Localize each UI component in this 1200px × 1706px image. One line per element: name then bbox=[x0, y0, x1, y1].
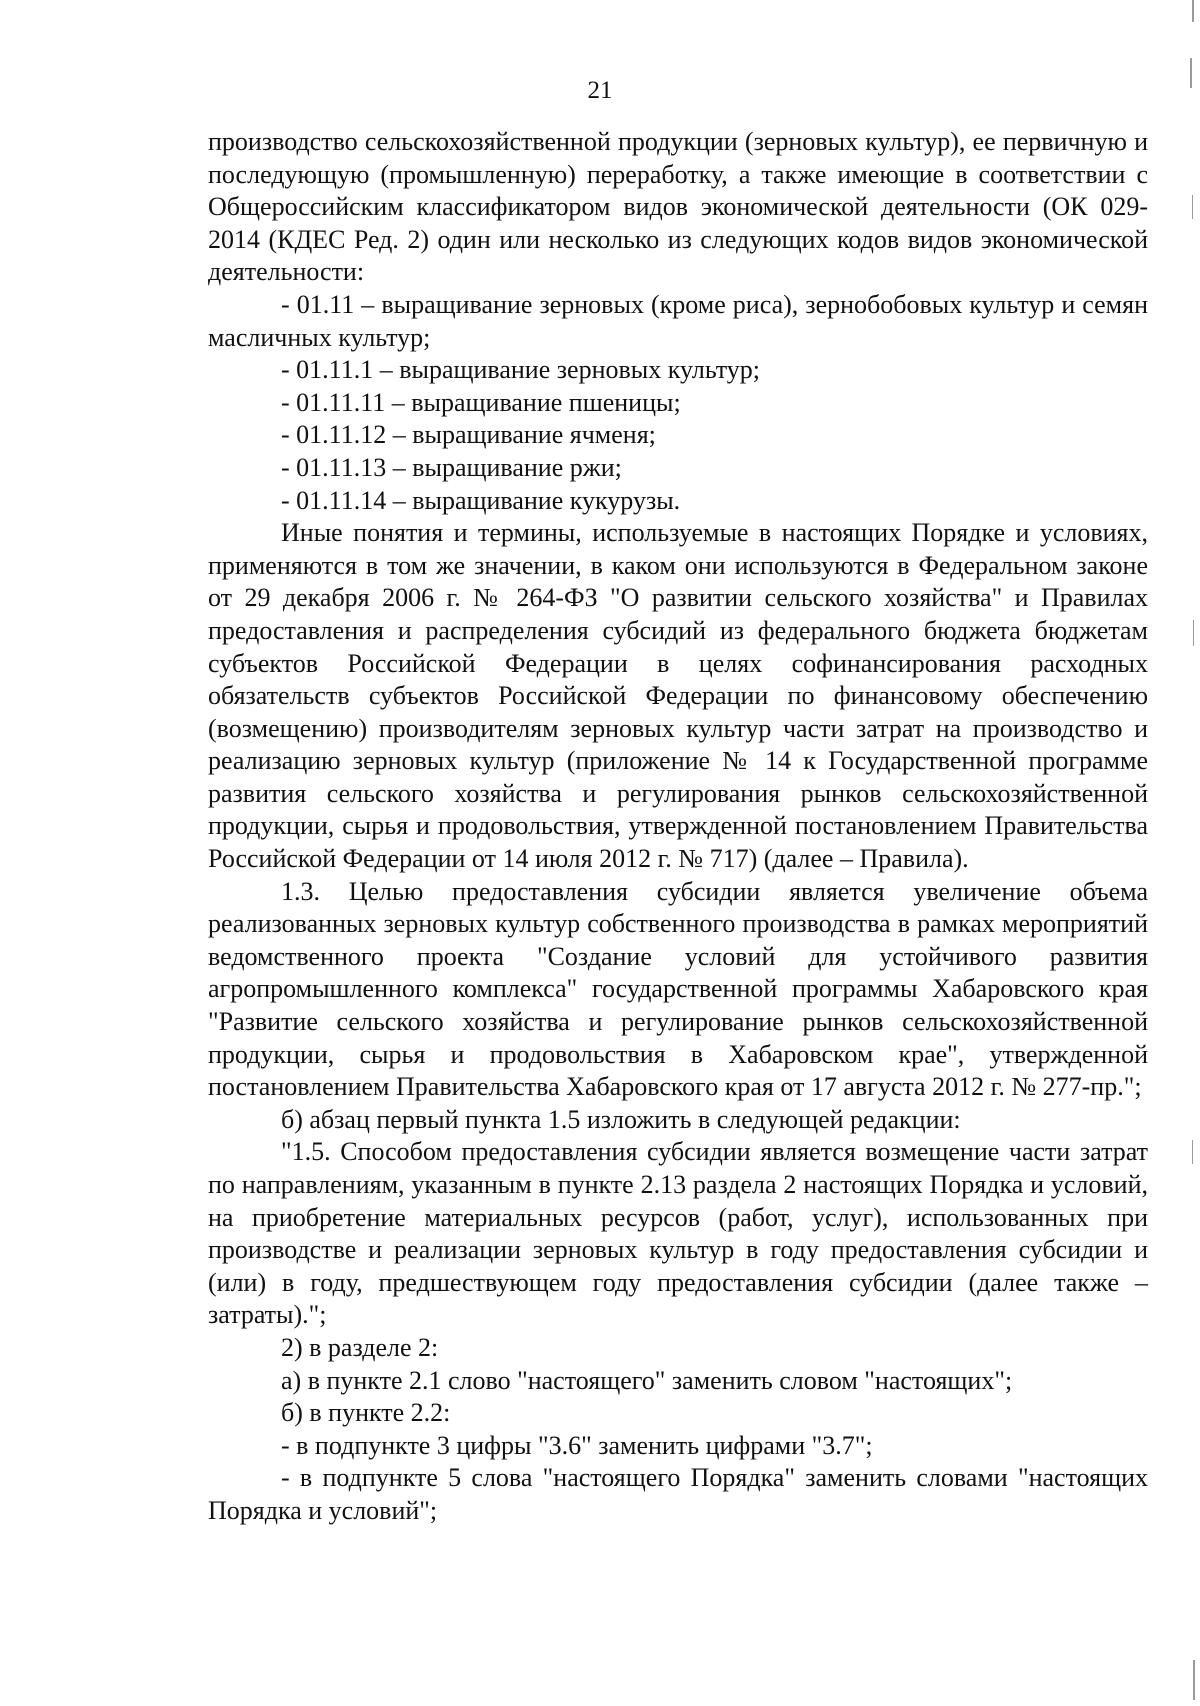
list-item-code: - 01.11.1 – выращивание зерновых культур; bbox=[281, 355, 760, 385]
scan-artifact bbox=[1192, 1140, 1193, 1164]
paragraph-terms: Иные понятия и термины, используемые в настоящих Порядке и условиях, применяются в том же значении, в каком они используются в Федеральном законе от 29 декабря 2006 г. № 264-ФЗ "О развитии сельского хозяйства" и Правилах предоставления и распределения субсидий из федерального бюджета бюджетам субъектов Российской Федерации в целях софинансирования расходных обязательств субъектов Российской Федерации по финансовому обеспечению (возмещению) производителям зерновых культур части затрат на производство и реализацию зерновых культур (приложение № 14 к Государственной программе развития сельского хозяйства и регулирования рынков сельскохозяйственной продукции, сырья и продовольствия, утвержденной постановлением Правительства Российской Федерации от 14 июля 2012 г. № 717) (далее – Правила). bbox=[208, 518, 1148, 874]
paragraph-1-5: "1.5. Способом предоставления субсидии является возмещение части затрат по направлениям, указанным в пункте 2.13 раздела 2 настоящих Порядка и условий, на приобретение материальных ресурсов (работ, услуг), использованных при производстве и реализации зерновых культур в году предоставления субсидии и (или) в году, предшествующем году предоставления субсидии (далее также – затраты)."; bbox=[208, 1137, 1148, 1330]
list-item-subpoint-5: - в подпункте 5 слова "настоящего Порядка" заменить словами "настоящих Порядка и условий"; bbox=[208, 1463, 1148, 1525]
page-number: 21 bbox=[587, 77, 613, 104]
list-item-code: - 01.11 – выращивание зерновых (кроме риса), зернобобовых культур и семян масличных культур; bbox=[208, 289, 1148, 352]
list-item-code: - 01.11.13 – выращивание ржи; bbox=[281, 452, 622, 482]
paragraph-item-a: а) в пункте 2.1 слово "настоящего" заменить словом "настоящих"; bbox=[281, 1365, 1013, 1395]
scan-artifact bbox=[1192, 0, 1194, 22]
scan-artifact bbox=[1192, 195, 1193, 219]
document-body bbox=[208, 126, 1148, 1528]
paragraph-continuation: производство сельскохозяйственной продукции (зерновых культур), ее первичную и последующую (промышленную) переработку, а также имеющие в соответствии с Общероссийским классификатором видов экономической деятельности (ОК 029-2014 (КДЕС Ред. 2) один или несколько из следующих кодов видов экономической деятельности: bbox=[208, 127, 1148, 287]
scan-artifact bbox=[1190, 58, 1192, 88]
list-item-code: - 01.11.12 – выращивание ячменя; bbox=[281, 420, 656, 450]
scan-artifact bbox=[1193, 620, 1194, 646]
paragraph-1-3: 1.3. Целью предоставления субсидии является увеличение объема реализованных зерновых культур собственного производства в рамках мероприятий ведомственного проекта "Создание условий для устойчивого развития агропромышленного комплекса" государственной программы Хабаровского края "Развитие сельского хозяйства и регулирование рынков сельскохозяйственной продукции, сырья и продовольствия в Хабаровском крае", утвержденной постановлением Правительства Хабаровского края от 17 августа 2012 г. № 277-пр."; bbox=[208, 876, 1148, 1102]
scan-artifact bbox=[1193, 1660, 1195, 1700]
list-item-code: - 01.11.11 – выращивание пшеницы; bbox=[281, 387, 681, 417]
list-item-code: - 01.11.14 – выращивание кукурузы. bbox=[281, 485, 681, 515]
paragraph-section-2: 2) в разделе 2: bbox=[281, 1332, 439, 1362]
paragraph-amendment: б) абзац первый пункта 1.5 изложить в следующей редакции: bbox=[281, 1104, 961, 1134]
paragraph-item-b: б) в пункте 2.2: bbox=[281, 1398, 451, 1428]
list-item-subpoint-3: - в подпункте 3 цифры "3.6" заменить цифрами "3.7"; bbox=[281, 1430, 873, 1460]
